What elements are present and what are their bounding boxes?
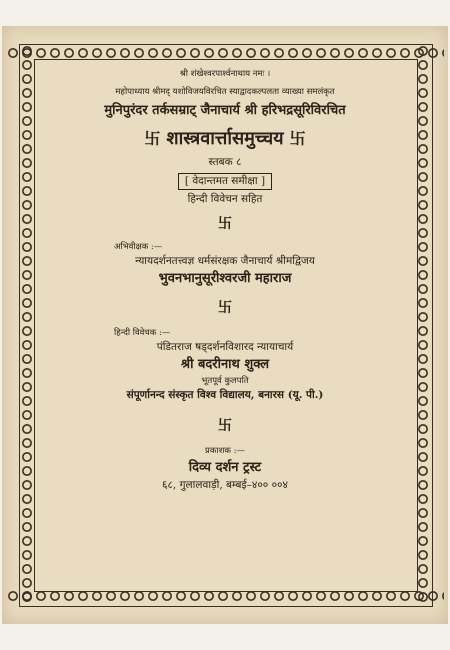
publisher-address: ६८, गुलालवाड़ी, बम्बई–४०० ००४ <box>162 479 288 491</box>
swastika-icon: 卐 <box>218 300 232 316</box>
chapter: स्तबक ८ <box>208 156 242 168</box>
publisher-name: दिव्य दर्शन ट्रस्ट <box>188 460 262 475</box>
book-title <box>22 125 428 153</box>
vivechak-line1: पंडितराज षड्दर्शनविशारद न्यायाचार्य <box>156 341 294 353</box>
subject-box: [ वेदान्तमत समीक्षा ] <box>178 173 272 190</box>
title-page <box>2 26 448 624</box>
swastika-icon: 卐 <box>144 129 161 148</box>
author-line: मुनिपुरंदर तर्कसम्राट् जैनाचार्य श्री हरिभद्रसूरिविरचित <box>104 103 346 118</box>
commentary-line: महोपाध्याय श्रीमद् यशोविजयविरचित स्याद्वादकल्पलता व्याख्या समलंकृत <box>115 87 335 97</box>
vivechak-label: हिन्दी विवेचक :— <box>114 328 171 338</box>
commentary-note: हिन्दी विवेचन सहित <box>187 193 263 205</box>
subject-line <box>22 173 428 190</box>
invocation: श्री शंखेश्वरपार्श्वनाथाय नमः । <box>179 69 271 79</box>
title-text: शास्त्रवार्त्तासमुच्चय <box>166 128 284 149</box>
swastika-icon: 卐 <box>218 216 232 232</box>
swastika-icon: 卐 <box>289 129 306 148</box>
abhivikshak-label: अभिवीक्षक :— <box>114 242 163 252</box>
swastika-icon: 卐 <box>218 418 232 434</box>
abhivikshak-line2: भुवनभानुसूरीश्वरजी महाराज <box>158 271 292 286</box>
vivechak-role: भूतपूर्व कुलपति <box>201 376 249 386</box>
page-content <box>22 66 428 493</box>
vivechak-name: श्री बदरीनाथ शुक्ल <box>180 357 270 372</box>
ornament-border-top <box>6 46 444 60</box>
vivechak-institution: संपूर्णानन्द संस्कृत विश्व विद्यालय, बनारस (यू. पी.) <box>126 389 324 401</box>
abhivikshak-line1: न्यायदर्शनतत्त्वज्ञ धर्मसंरक्षक जैनाचार्य श्रीमद्विजय <box>135 255 315 267</box>
publisher-label: प्रकाशक :— <box>205 446 245 456</box>
